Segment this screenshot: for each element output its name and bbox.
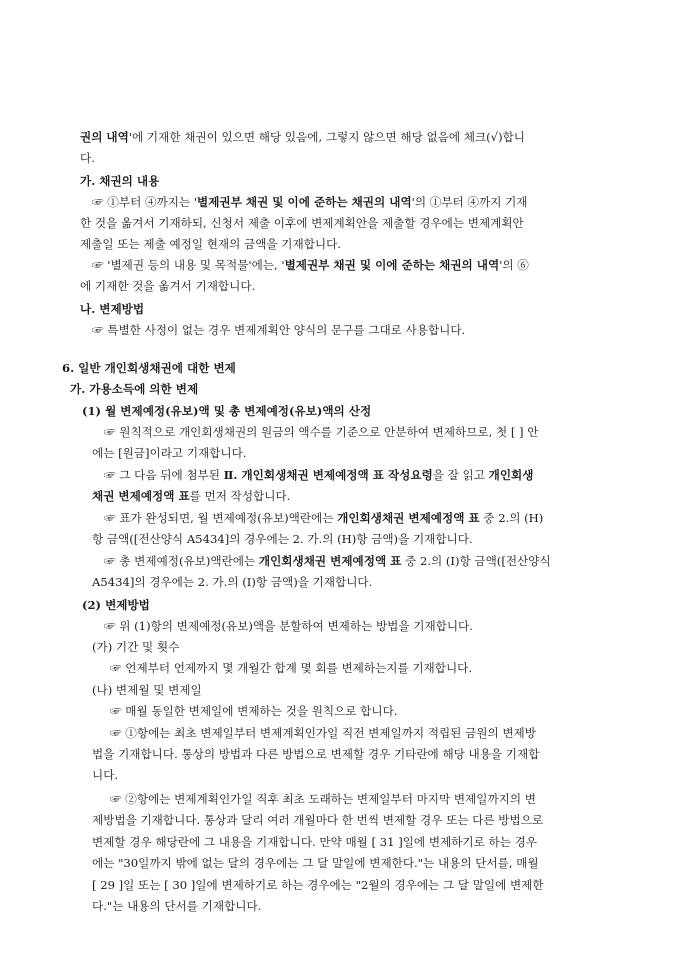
item-2-sub-na-p1: ☞ 매월 동일한 변제일에 변제하는 것을 원칙으로 합니다. — [110, 704, 398, 718]
bold-run: Ⅱ. 개인회생채권 변제예정액 표 작성요령 — [223, 468, 433, 482]
item-2-sub-na-heading: (나) 변제월 및 변제일 — [92, 683, 202, 697]
bold-run: 개인회생 — [488, 468, 534, 482]
item-2-heading: (2) 변제방법 — [82, 598, 150, 612]
item-2-sub-na-p3-line-6: 다."는 내용의 단서를 기재합니다. — [92, 899, 262, 913]
item-1-p1-line-1: ☞ 원칙적으로 개인회생채권의 원금의 액수를 기준으로 안분하여 변제하므로, 첫 [ ] 안 — [104, 425, 539, 439]
sec-ga-p1-line-2: 한 것을 옮겨서 기재하되, 신청서 제출 이후에 변제계획안을 제출할 경우에는 변제계획안 — [80, 216, 524, 230]
text-run: 을 잘 읽고 — [432, 468, 489, 482]
item-2-sub-na-p3-line-1: ☞ ②항에는 변제계획인가일 직후 최초 도래하는 변제일부터 마지막 변제일까지의 변 — [110, 792, 536, 806]
sec-ga-p2-line-1 — [92, 256, 529, 274]
item-1-p4-line-1 — [104, 552, 551, 570]
intro-text: '에 기재한 채권이 있으면 해당 있음에, 그렇지 않으면 해당 없음에 체크(√)합니 — [128, 130, 525, 144]
sec-ga-p1-line-3: 제출일 또는 제출 예정일 현재의 금액을 기재합니다. — [80, 237, 341, 251]
text-run: ☞ 표가 완성되면, 월 변제예정(유보)액란에는 — [104, 511, 338, 525]
item-1-p4-line-2: A5434]의 경우에는 2. 가.의 (I)항 금액)을 기재합니다. — [92, 575, 373, 589]
bold-run: 개인회생채권 변제예정액 표 — [337, 511, 480, 525]
text-run: 를 먼저 작성합니다. — [189, 489, 291, 503]
bold-run: 개인회생채권 변제예정액 표 — [258, 554, 402, 568]
text-run: ☞ 그 다음 뒤에 첨부된 — [104, 468, 224, 482]
item-2-sub-na-p3-line-5: [ 29 ]일 또는 [ 30 ]일에 변제하기로 하는 경우에는 "2월의 경우에는 그 달 말일에 변제한 — [92, 878, 544, 892]
text-run: ☞ ①부터 ④까지는 ' — [92, 195, 198, 209]
text-run: ☞ 총 변제예정(유보)액란에는 — [104, 554, 259, 568]
section-6-heading: 6. 일반 개인회생채권에 대한 변제 — [62, 361, 236, 375]
item-1-heading: (1) 월 변제예정(유보)액 및 총 변제예정(유보)액의 산정 — [82, 404, 372, 418]
section-na-heading: 나. 변제방법 — [80, 302, 145, 316]
sec-ga-p2-line-2: 에 기재한 것을 옮겨서 기재합니다. — [80, 279, 256, 293]
sec-ga-p1-line-1 — [92, 193, 528, 211]
item-2-sub-na-p3-line-2: 제방법을 기재합니다. 통상과 달리 여러 개월마다 한 번씩 변제할 경우 또는 다른 방법으로 — [92, 813, 544, 827]
bold-run: 별제권부 채권 및 이에 준하는 채권의 내역 — [284, 258, 500, 272]
item-1-p2-line-1 — [104, 466, 533, 484]
item-1-p3-line-1 — [104, 509, 543, 527]
section-ga-heading: 가. 채권의 내용 — [80, 174, 160, 188]
item-1-p3-line-2: 항 금액([전산양식 A5434]의 경우에는 2. 가.의 (H)항 금액)을 기재합니다. — [92, 532, 473, 546]
item-1-p2-line-2 — [92, 487, 290, 505]
text-run: 중 2.의 (I)항 금액([전산양식 — [401, 554, 551, 568]
intro-line-2: 다. — [80, 151, 95, 165]
intro-line-1 — [80, 128, 525, 146]
text-run: ☞ '별제권 등의 내용 및 목적물'에는, ' — [92, 258, 285, 272]
item-2-sub-ga-text: ☞ 언제부터 언제까지 몇 개월간 합계 몇 회를 변제하는지를 기재합니다. — [110, 661, 473, 675]
bold-run: 별제권부 채권 및 이에 준하는 채권의 내역 — [197, 195, 412, 209]
item-2-sub-na-p3-line-3: 변제할 경우 해당란에 그 내용을 기재합니다. 만약 매월 [ 31 ]일에 변제하기로 하는 경우 — [92, 835, 537, 849]
intro-bold: 권의 내역 — [80, 130, 129, 144]
text-run: '의 ⑥ — [499, 258, 529, 272]
item-2-sub-na-p2-line-1: ☞ ①항에는 최초 변제일부터 변제계획인가일 직전 변제일까지 적립된 금원의 변제방 — [110, 726, 536, 740]
item-2-sub-na-p3-line-4: 에는 "30일까지 밖에 없는 달의 경우에는 그 달 말일에 변제한다."는 내용의 단서를, 매월 — [92, 856, 539, 870]
item-2-sub-ga-heading: (가) 기간 및 횟수 — [92, 640, 180, 654]
item-2-sub-na-p2-line-3: 니다. — [92, 768, 119, 782]
section-6-ga-heading: 가. 가용소득에 의한 변제 — [70, 382, 199, 396]
text-run: '의 ①부터 ④까지 기재 — [411, 195, 528, 209]
sec-na-p1: ☞ 특별한 사정이 없는 경우 변제계획안 양식의 문구를 그대로 사용합니다. — [92, 323, 466, 337]
item-2-sub-na-p2-line-2: 법을 기재합니다. 통상의 방법과 다른 방법으로 변제할 경우 기타란에 해당 내용을 기재합 — [92, 747, 540, 761]
item-1-p1-line-2: 에는 [원금]이라고 기재합니다. — [92, 446, 247, 460]
item-2-p1: ☞ 위 (1)항의 변제예정(유보)액을 분할하여 변제하는 방법을 기재합니다. — [104, 619, 473, 633]
bold-run: 채권 변제예정액 표 — [92, 489, 190, 503]
text-run: 중 2.의 (H) — [479, 511, 544, 525]
